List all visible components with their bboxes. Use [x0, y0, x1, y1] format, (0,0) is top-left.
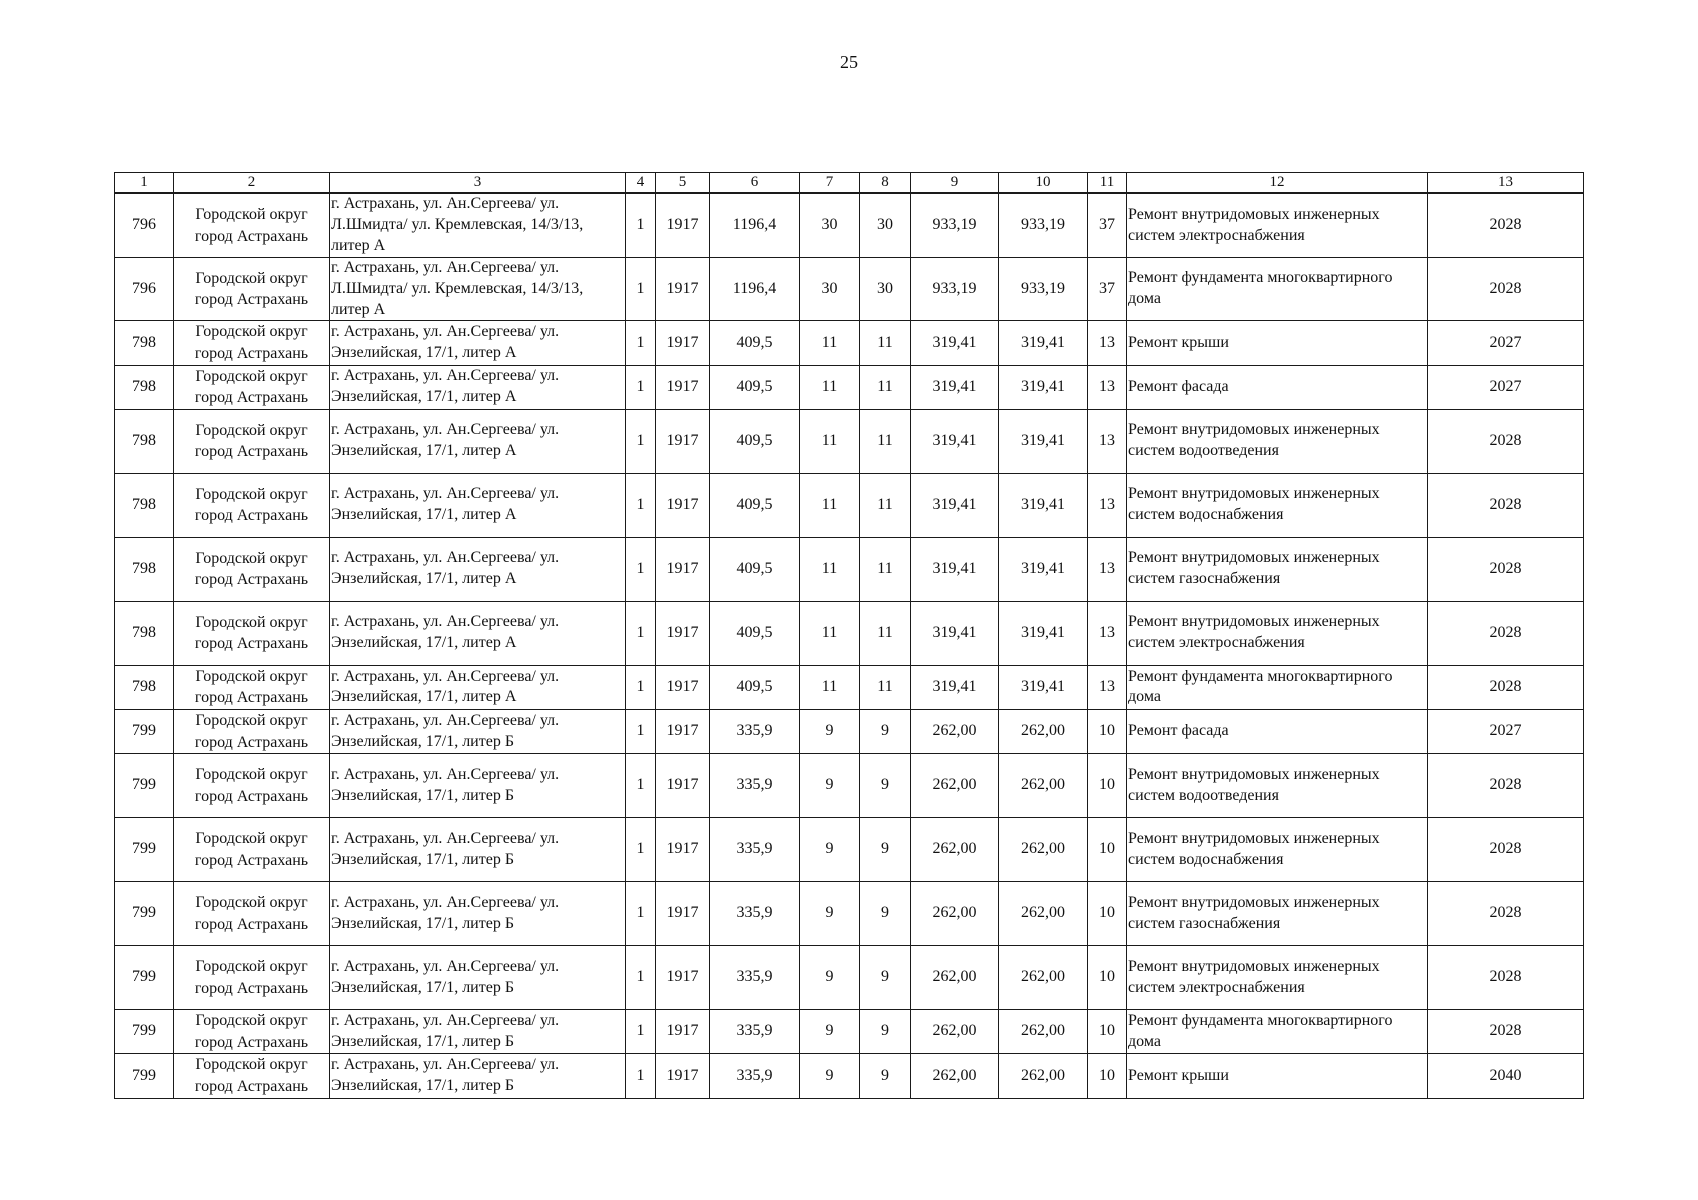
column-number-row: [115, 173, 1584, 194]
col11-value: 10: [1088, 709, 1127, 753]
build-year: 1917: [656, 365, 710, 409]
col11-value: 13: [1088, 537, 1127, 601]
col7-value: 11: [800, 537, 860, 601]
col10-value: 319,41: [999, 365, 1088, 409]
repair-work-type: Ремонт внутридомовых инженерных систем водоснабжения: [1127, 818, 1428, 882]
table-row: [115, 365, 1584, 409]
planned-year: 2027: [1428, 709, 1584, 753]
col11-value: 10: [1088, 1010, 1127, 1054]
municipality: Городской округ город Астрахань: [174, 1010, 330, 1054]
address: г. Астрахань, ул. Ан.Сергеева/ ул. Энзелийская, 17/1, литер Б: [330, 754, 626, 818]
row-number: 799: [115, 1054, 174, 1098]
column-header: 13: [1428, 173, 1584, 194]
build-year: 1917: [656, 601, 710, 665]
address: г. Астрахань, ул. Ан.Сергеева/ ул. Л.Шмидта/ ул. Кремлевская, 14/3/13, литер А: [330, 258, 626, 321]
col9-value: 262,00: [911, 1010, 999, 1054]
col4-value: 1: [626, 1010, 656, 1054]
col10-value: 319,41: [999, 473, 1088, 537]
col10-value: 262,00: [999, 709, 1088, 753]
col4-value: 1: [626, 321, 656, 365]
build-year: 1917: [656, 409, 710, 473]
col11-value: 37: [1088, 258, 1127, 321]
row-number: 796: [115, 193, 174, 258]
municipality: Городской округ город Астрахань: [174, 193, 330, 258]
municipality: Городской округ город Астрахань: [174, 409, 330, 473]
col7-value: 11: [800, 409, 860, 473]
total-area: 409,5: [710, 409, 800, 473]
address: г. Астрахань, ул. Ан.Сергеева/ ул. Энзелийская, 17/1, литер Б: [330, 709, 626, 753]
repair-work-type: Ремонт внутридомовых инженерных систем водоснабжения: [1127, 473, 1428, 537]
col4-value: 1: [626, 818, 656, 882]
total-area: 335,9: [710, 709, 800, 753]
municipality: Городской округ город Астрахань: [174, 473, 330, 537]
col7-value: 11: [800, 473, 860, 537]
col4-value: 1: [626, 365, 656, 409]
municipality: Городской округ город Астрахань: [174, 754, 330, 818]
row-number: 799: [115, 709, 174, 753]
col9-value: 262,00: [911, 882, 999, 946]
col11-value: 10: [1088, 754, 1127, 818]
col8-value: 9: [860, 754, 911, 818]
address: г. Астрахань, ул. Ан.Сергеева/ ул. Энзелийская, 17/1, литер А: [330, 409, 626, 473]
col8-value: 9: [860, 882, 911, 946]
col9-value: 933,19: [911, 258, 999, 321]
table-row: [115, 882, 1584, 946]
municipality: Городской округ город Астрахань: [174, 665, 330, 709]
column-header: 3: [330, 173, 626, 194]
col10-value: 319,41: [999, 665, 1088, 709]
row-number: 798: [115, 601, 174, 665]
repair-work-type: Ремонт внутридомовых инженерных систем электроснабжения: [1127, 601, 1428, 665]
row-number: 799: [115, 818, 174, 882]
row-number: 799: [115, 754, 174, 818]
row-number: 799: [115, 946, 174, 1010]
build-year: 1917: [656, 258, 710, 321]
repair-work-type: Ремонт фасада: [1127, 709, 1428, 753]
col10-value: 262,00: [999, 882, 1088, 946]
planned-year: 2028: [1428, 818, 1584, 882]
planned-year: 2028: [1428, 258, 1584, 321]
build-year: 1917: [656, 193, 710, 258]
table-row: [115, 601, 1584, 665]
table-row: [115, 754, 1584, 818]
municipality: Городской округ город Астрахань: [174, 365, 330, 409]
col9-value: 262,00: [911, 1054, 999, 1098]
col10-value: 933,19: [999, 258, 1088, 321]
planned-year: 2028: [1428, 537, 1584, 601]
table-row: [115, 1054, 1584, 1098]
col7-value: 30: [800, 258, 860, 321]
table-row: [115, 193, 1584, 258]
col7-value: 11: [800, 601, 860, 665]
total-area: 335,9: [710, 1010, 800, 1054]
total-area: 335,9: [710, 882, 800, 946]
planned-year: 2028: [1428, 882, 1584, 946]
col9-value: 319,41: [911, 601, 999, 665]
col10-value: 262,00: [999, 754, 1088, 818]
table-row: [115, 665, 1584, 709]
table-body: [115, 193, 1584, 1098]
build-year: 1917: [656, 1010, 710, 1054]
table-row: [115, 537, 1584, 601]
col10-value: 319,41: [999, 409, 1088, 473]
total-area: 409,5: [710, 365, 800, 409]
address: г. Астрахань, ул. Ан.Сергеева/ ул. Энзелийская, 17/1, литер А: [330, 473, 626, 537]
address: г. Астрахань, ул. Ан.Сергеева/ ул. Энзелийская, 17/1, литер А: [330, 665, 626, 709]
repair-work-type: Ремонт крыши: [1127, 321, 1428, 365]
municipality: Городской округ город Астрахань: [174, 818, 330, 882]
address: г. Астрахань, ул. Ан.Сергеева/ ул. Энзелийская, 17/1, литер А: [330, 601, 626, 665]
column-header: 1: [115, 173, 174, 194]
total-area: 335,9: [710, 818, 800, 882]
build-year: 1917: [656, 882, 710, 946]
municipality: Городской округ город Астрахань: [174, 601, 330, 665]
col4-value: 1: [626, 258, 656, 321]
total-area: 335,9: [710, 946, 800, 1010]
total-area: 335,9: [710, 1054, 800, 1098]
row-number: 796: [115, 258, 174, 321]
build-year: 1917: [656, 1054, 710, 1098]
address: г. Астрахань, ул. Ан.Сергеева/ ул. Энзелийская, 17/1, литер Б: [330, 946, 626, 1010]
col11-value: 10: [1088, 818, 1127, 882]
column-header: 11: [1088, 173, 1127, 194]
total-area: 409,5: [710, 321, 800, 365]
address: г. Астрахань, ул. Ан.Сергеева/ ул. Энзелийская, 17/1, литер Б: [330, 1010, 626, 1054]
col7-value: 11: [800, 665, 860, 709]
col8-value: 11: [860, 537, 911, 601]
column-header: 9: [911, 173, 999, 194]
col10-value: 319,41: [999, 601, 1088, 665]
col4-value: 1: [626, 409, 656, 473]
col7-value: 30: [800, 193, 860, 258]
municipality: Городской округ город Астрахань: [174, 1054, 330, 1098]
col7-value: 11: [800, 321, 860, 365]
row-number: 798: [115, 665, 174, 709]
table-row: [115, 818, 1584, 882]
col4-value: 1: [626, 601, 656, 665]
build-year: 1917: [656, 709, 710, 753]
col8-value: 11: [860, 365, 911, 409]
col4-value: 1: [626, 946, 656, 1010]
col9-value: 319,41: [911, 321, 999, 365]
build-year: 1917: [656, 818, 710, 882]
repair-work-type: Ремонт фундамента многоквартирного дома: [1127, 258, 1428, 321]
repair-work-type: Ремонт внутридомовых инженерных систем водоотведения: [1127, 409, 1428, 473]
planned-year: 2027: [1428, 365, 1584, 409]
col10-value: 262,00: [999, 1054, 1088, 1098]
col7-value: 9: [800, 754, 860, 818]
column-header: 12: [1127, 173, 1428, 194]
col10-value: 262,00: [999, 818, 1088, 882]
build-year: 1917: [656, 473, 710, 537]
planned-year: 2028: [1428, 1010, 1584, 1054]
col11-value: 10: [1088, 1054, 1127, 1098]
repair-work-type: Ремонт внутридомовых инженерных систем водоотведения: [1127, 754, 1428, 818]
col7-value: 9: [800, 818, 860, 882]
total-area: 409,5: [710, 473, 800, 537]
col8-value: 9: [860, 818, 911, 882]
planned-year: 2028: [1428, 601, 1584, 665]
col8-value: 9: [860, 946, 911, 1010]
build-year: 1917: [656, 665, 710, 709]
col9-value: 262,00: [911, 946, 999, 1010]
col11-value: 13: [1088, 601, 1127, 665]
col8-value: 30: [860, 258, 911, 321]
col4-value: 1: [626, 665, 656, 709]
col7-value: 9: [800, 1010, 860, 1054]
col10-value: 319,41: [999, 537, 1088, 601]
planned-year: 2028: [1428, 665, 1584, 709]
col11-value: 10: [1088, 946, 1127, 1010]
col9-value: 319,41: [911, 409, 999, 473]
build-year: 1917: [656, 946, 710, 1010]
col9-value: 319,41: [911, 365, 999, 409]
col9-value: 262,00: [911, 754, 999, 818]
repair-work-type: Ремонт внутридомовых инженерных систем электроснабжения: [1127, 946, 1428, 1010]
table-row: [115, 1010, 1584, 1054]
municipality: Городской округ город Астрахань: [174, 321, 330, 365]
col11-value: 10: [1088, 882, 1127, 946]
col8-value: 9: [860, 1054, 911, 1098]
col7-value: 9: [800, 709, 860, 753]
repair-work-type: Ремонт внутридомовых инженерных систем электроснабжения: [1127, 193, 1428, 258]
column-header: 4: [626, 173, 656, 194]
col8-value: 11: [860, 409, 911, 473]
col7-value: 9: [800, 1054, 860, 1098]
column-header: 8: [860, 173, 911, 194]
table-row: [115, 258, 1584, 321]
table-row: [115, 709, 1584, 753]
row-number: 798: [115, 473, 174, 537]
planned-year: 2028: [1428, 946, 1584, 1010]
col9-value: 319,41: [911, 473, 999, 537]
col9-value: 262,00: [911, 818, 999, 882]
col9-value: 933,19: [911, 193, 999, 258]
column-header: 6: [710, 173, 800, 194]
table-row: [115, 946, 1584, 1010]
column-header: 10: [999, 173, 1088, 194]
col4-value: 1: [626, 754, 656, 818]
address: г. Астрахань, ул. Ан.Сергеева/ ул. Энзелийская, 17/1, литер А: [330, 537, 626, 601]
address: г. Астрахань, ул. Ан.Сергеева/ ул. Энзелийская, 17/1, литер Б: [330, 818, 626, 882]
planned-year: 2028: [1428, 754, 1584, 818]
col7-value: 11: [800, 365, 860, 409]
total-area: 409,5: [710, 601, 800, 665]
row-number: 798: [115, 365, 174, 409]
address: г. Астрахань, ул. Ан.Сергеева/ ул. Энзелийская, 17/1, литер А: [330, 321, 626, 365]
repair-work-type: Ремонт внутридомовых инженерных систем газоснабжения: [1127, 537, 1428, 601]
col4-value: 1: [626, 473, 656, 537]
table-row: [115, 321, 1584, 365]
planned-year: 2028: [1428, 409, 1584, 473]
total-area: 335,9: [710, 754, 800, 818]
build-year: 1917: [656, 754, 710, 818]
row-number: 799: [115, 882, 174, 946]
col10-value: 262,00: [999, 946, 1088, 1010]
repair-work-type: Ремонт крыши: [1127, 1054, 1428, 1098]
col8-value: 9: [860, 709, 911, 753]
municipality: Городской округ город Астрахань: [174, 946, 330, 1010]
col7-value: 9: [800, 946, 860, 1010]
repair-work-type: Ремонт фундамента многоквартирного дома: [1127, 1010, 1428, 1054]
row-number: 798: [115, 409, 174, 473]
planned-year: 2027: [1428, 321, 1584, 365]
address: г. Астрахань, ул. Ан.Сергеева/ ул. Энзелийская, 17/1, литер А: [330, 365, 626, 409]
column-header: 5: [656, 173, 710, 194]
col4-value: 1: [626, 1054, 656, 1098]
column-header: 7: [800, 173, 860, 194]
planned-year: 2028: [1428, 193, 1584, 258]
repair-schedule-table: [114, 172, 1584, 1099]
repair-work-type: Ремонт фундамента многоквартирного дома: [1127, 665, 1428, 709]
col8-value: 11: [860, 665, 911, 709]
col10-value: 262,00: [999, 1010, 1088, 1054]
col4-value: 1: [626, 537, 656, 601]
col11-value: 13: [1088, 473, 1127, 537]
col11-value: 13: [1088, 409, 1127, 473]
col4-value: 1: [626, 193, 656, 258]
row-number: 799: [115, 1010, 174, 1054]
col4-value: 1: [626, 709, 656, 753]
row-number: 798: [115, 537, 174, 601]
col8-value: 9: [860, 1010, 911, 1054]
municipality: Городской округ город Астрахань: [174, 537, 330, 601]
col11-value: 13: [1088, 365, 1127, 409]
col11-value: 13: [1088, 321, 1127, 365]
total-area: 409,5: [710, 665, 800, 709]
address: г. Астрахань, ул. Ан.Сергеева/ ул. Энзелийская, 17/1, литер Б: [330, 882, 626, 946]
municipality: Городской округ город Астрахань: [174, 258, 330, 321]
col9-value: 262,00: [911, 709, 999, 753]
repair-work-type: Ремонт фасада: [1127, 365, 1428, 409]
total-area: 1196,4: [710, 258, 800, 321]
address: г. Астрахань, ул. Ан.Сергеева/ ул. Л.Шмидта/ ул. Кремлевская, 14/3/13, литер А: [330, 193, 626, 258]
col4-value: 1: [626, 882, 656, 946]
col8-value: 11: [860, 601, 911, 665]
col10-value: 319,41: [999, 321, 1088, 365]
repair-work-type: Ремонт внутридомовых инженерных систем газоснабжения: [1127, 882, 1428, 946]
address: г. Астрахань, ул. Ан.Сергеева/ ул. Энзелийская, 17/1, литер Б: [330, 1054, 626, 1098]
col11-value: 37: [1088, 193, 1127, 258]
build-year: 1917: [656, 537, 710, 601]
planned-year: 2040: [1428, 1054, 1584, 1098]
total-area: 1196,4: [710, 193, 800, 258]
col11-value: 13: [1088, 665, 1127, 709]
build-year: 1917: [656, 321, 710, 365]
col8-value: 30: [860, 193, 911, 258]
col8-value: 11: [860, 473, 911, 537]
col10-value: 933,19: [999, 193, 1088, 258]
col8-value: 11: [860, 321, 911, 365]
page-number: 25: [840, 52, 858, 72]
col9-value: 319,41: [911, 665, 999, 709]
col7-value: 9: [800, 882, 860, 946]
column-header: 2: [174, 173, 330, 194]
municipality: Городской округ город Астрахань: [174, 882, 330, 946]
planned-year: 2028: [1428, 473, 1584, 537]
row-number: 798: [115, 321, 174, 365]
table-row: [115, 473, 1584, 537]
col9-value: 319,41: [911, 537, 999, 601]
municipality: Городской округ город Астрахань: [174, 709, 330, 753]
table-row: [115, 409, 1584, 473]
total-area: 409,5: [710, 537, 800, 601]
